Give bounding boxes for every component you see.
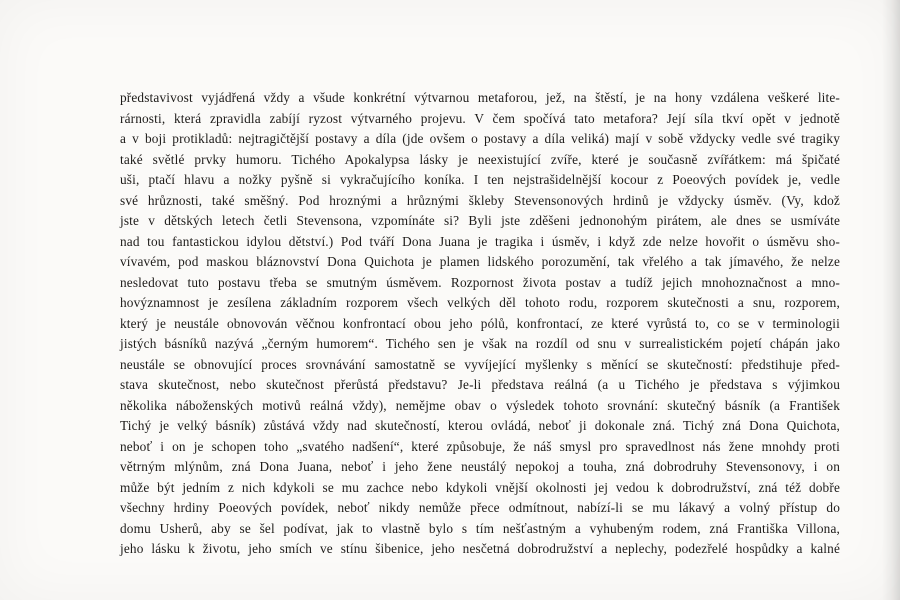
text-line: rárnosti, která zpravidla zabíjí ryzost výtvarného projevu. V čem spočívá tato metafora? Její síla tkví opět v jednotě <box>120 110 840 126</box>
text-line: neboť i on je schopen toho „svatého nadšení“, které způsobuje, že náš smysl pro spravedlnost nás žene mnohdy proti <box>120 438 840 454</box>
text-line: vívavém, pod maskou bláznovství Dona Quichota je plamen lidského porozumění, tak vřelého a tak jímavého, že nelze <box>120 254 840 269</box>
text-line: jste v dětských letech četli Stevensona, vzpomínáte si? Byli jste zděšeni jednonohým pirátem, ale dnes se usmíváte <box>120 213 840 228</box>
text-line: jistých básníků nazývá „černým humorem“. Tichého sen je však na rozdíl od snu v surrealistickém pojetí chápán jako <box>120 336 840 351</box>
text-line: domu Usherů, aby se šel podívat, jak to vlastně bylo s tím nešťastným a vyhubeným rodem, zná Františka Villona, <box>120 520 840 536</box>
text-line: všechny hrdiny Poeových povídek, neboť nikdy nemůže přece odmítnout, nabízí-li se mu lákavý a volný přístup do <box>120 500 840 515</box>
page-fold-shadow <box>882 0 900 600</box>
text-line: své hrůznosti, také směšný. Pod hroznými a hrůznými škleby Stevensonových hrdinů je vždycky úsměv. (Vy, kdož <box>120 192 840 208</box>
text-line: představivost vyjádřená vždy a všude konkrétní výtvarnou metaforou, jež, na štěstí, je na hony vzdálena veškeré lite- <box>120 90 840 105</box>
text-line: několika náboženských motivů reálná vždy), nemějme obav o výsledek tohoto srovnání: skutečný básník (a František <box>120 397 840 413</box>
text-line: který je neustále obnovován věčnou konfrontací obou jeho pólů, konfrontací, ze které vyrůstá to, co se v terminologii <box>120 315 840 331</box>
body-text <box>120 88 840 560</box>
text-line: nad tou fantastickou idylou dětství.) Pod tváří Dona Juana je tragika i úsměv, i když zde nelze hovořit o úsměvu sho- <box>120 233 840 249</box>
text-line: může být jedním z nich kdykoli se mu zachce nebo kdykoli vnější okolnosti jej vedou k dobrodružství, zná též dobře <box>120 479 840 495</box>
text-line: a v boji protikladů: nejtragičtější postavy a díla (jde ovšem o postavy a díla veliká) mají v sobě vždycky vedle své tragiky <box>120 131 840 146</box>
text-line: uši, ptačí hlavu a nožky pyšně si vykračujícího koníka. I ten nejstrašidelnější kocour z Poeových povídek je, vedle <box>120 172 840 187</box>
text-line: Tichý je velký básník) zůstává vždy nad skutečností, kterou ovládá, neboť ji dokonale zná. Tichý zná Dona Quichota, <box>120 418 840 433</box>
text-line: nesledovat tuto postavu třeba se smutným úsměvem. Rozpornost života postav a tudíž jejich mnohoznačnost a mno- <box>120 274 840 290</box>
text-line: také světlé prvky humoru. Tichého Apokalypsa lásky je neexistující zvíře, které je současně zvířátkem: má špičaté <box>120 151 840 167</box>
text-line: jeho lásku k životu, jeho smích ve stínu šibenice, jeho nesčetná dobrodružství a neplechy, podezřelé hospůdky a kalné <box>120 541 840 556</box>
text-line: stava skutečnost, nebo skutečnost přerůstá představu? Je-li představa reálná (a u Tichého je představa s výjimkou <box>120 377 840 392</box>
text-line: neustále se obnovující proces srovnávání samostatně se vyvíjející myšlenky s měnící se skutečností: předstihuje před- <box>120 356 840 372</box>
text-line: větrným mlýnům, zná Dona Juana, neboť i jeho žene neustálý nepokoj a touha, zná dobrodruhy Stevensonovy, i on <box>120 459 840 474</box>
text-line: hovýznamnost je zesílena základním rozporem všech velkých děl tohoto rodu, rozporem skutečnosti a snu, rozporem, <box>120 295 840 310</box>
